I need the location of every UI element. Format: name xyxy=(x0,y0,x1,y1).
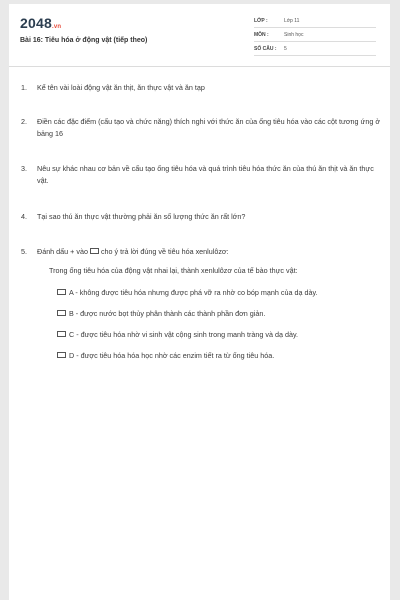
question-number: 1. xyxy=(21,83,27,92)
question-2 xyxy=(21,116,381,140)
question-4 xyxy=(21,211,381,223)
meta-count-key: SỐ CÂU : xyxy=(254,46,277,52)
meta-class-key: LỚP : xyxy=(254,18,268,24)
question-3 xyxy=(21,163,381,187)
answer-checkbox[interactable] xyxy=(57,331,66,337)
meta-subject-value: Sinh học xyxy=(284,32,304,38)
question-text: Nêu sự khác nhau cơ bản về cấu tạo ống tiêu hóa và quá trình tiêu hóa thức ăn của thú ăn thịt và ăn thực vật. xyxy=(37,164,374,185)
question-text: Điền các đặc điểm (cấu tạo và chức năng) thích nghi với thức ăn của ống tiêu hóa vào các cột tương ứng ở bảng 16 xyxy=(37,117,381,138)
option-c[interactable] xyxy=(57,329,382,341)
meta-count-value: 5 xyxy=(284,46,287,52)
option-text: C - được tiêu hóa nhờ vi sinh vật cộng sinh trong manh tràng và dạ dày. xyxy=(69,330,299,339)
question-number: 3. xyxy=(21,164,27,173)
site-logo[interactable] xyxy=(20,15,61,31)
question-text-before: Đánh dấu + vào xyxy=(37,247,88,256)
question-text: Kể tên vài loài động vật ăn thịt, ăn thực vật và ăn tạp xyxy=(37,83,205,92)
option-b[interactable] xyxy=(57,308,382,320)
answer-checkbox[interactable] xyxy=(57,289,66,295)
lesson-title: Bài 16: Tiêu hóa ở động vật (tiếp theo) xyxy=(20,37,148,44)
question-text xyxy=(37,246,381,258)
option-a[interactable] xyxy=(57,287,382,299)
checkbox-icon xyxy=(90,248,99,254)
meta-subject-key: MÔN : xyxy=(254,32,269,38)
meta-count-row xyxy=(254,43,376,56)
option-d[interactable] xyxy=(57,350,382,362)
meta-subject-row xyxy=(254,29,376,42)
worksheet-page xyxy=(9,4,390,600)
question-5 xyxy=(21,246,381,258)
logo-tld: .vn xyxy=(51,24,62,30)
meta-class-value: Lớp 11 xyxy=(284,18,300,24)
question-5-intro: Trong ống tiêu hóa của động vật nhai lại, thành xenlulôzơ của tế bào thực vật: xyxy=(49,266,298,275)
option-text: D - được tiêu hóa hóa học nhờ các enzim tiết ra từ ống tiêu hóa. xyxy=(69,351,275,360)
question-text: Tại sao thú ăn thực vật thường phải ăn số lượng thức ăn rất lớn? xyxy=(37,212,246,221)
question-number: 4. xyxy=(21,212,27,221)
worksheet-header xyxy=(9,4,390,67)
question-text-after: cho ý trả lời đúng về tiêu hóa xenlulôzơ: xyxy=(100,247,229,256)
option-text: A - không được tiêu hóa nhưng được phá vỡ ra nhờ co bóp mạnh của dạ dày. xyxy=(69,288,318,297)
answer-checkbox[interactable] xyxy=(57,310,66,316)
question-1 xyxy=(21,82,381,94)
question-number: 2. xyxy=(21,117,27,126)
answer-checkbox[interactable] xyxy=(57,352,66,358)
meta-class-row xyxy=(254,15,376,28)
option-text: B - được nước bọt thủy phân thành các thành phần đơn giản. xyxy=(69,309,266,318)
logo-main: 2048 xyxy=(20,15,52,31)
question-number: 5. xyxy=(21,247,27,256)
